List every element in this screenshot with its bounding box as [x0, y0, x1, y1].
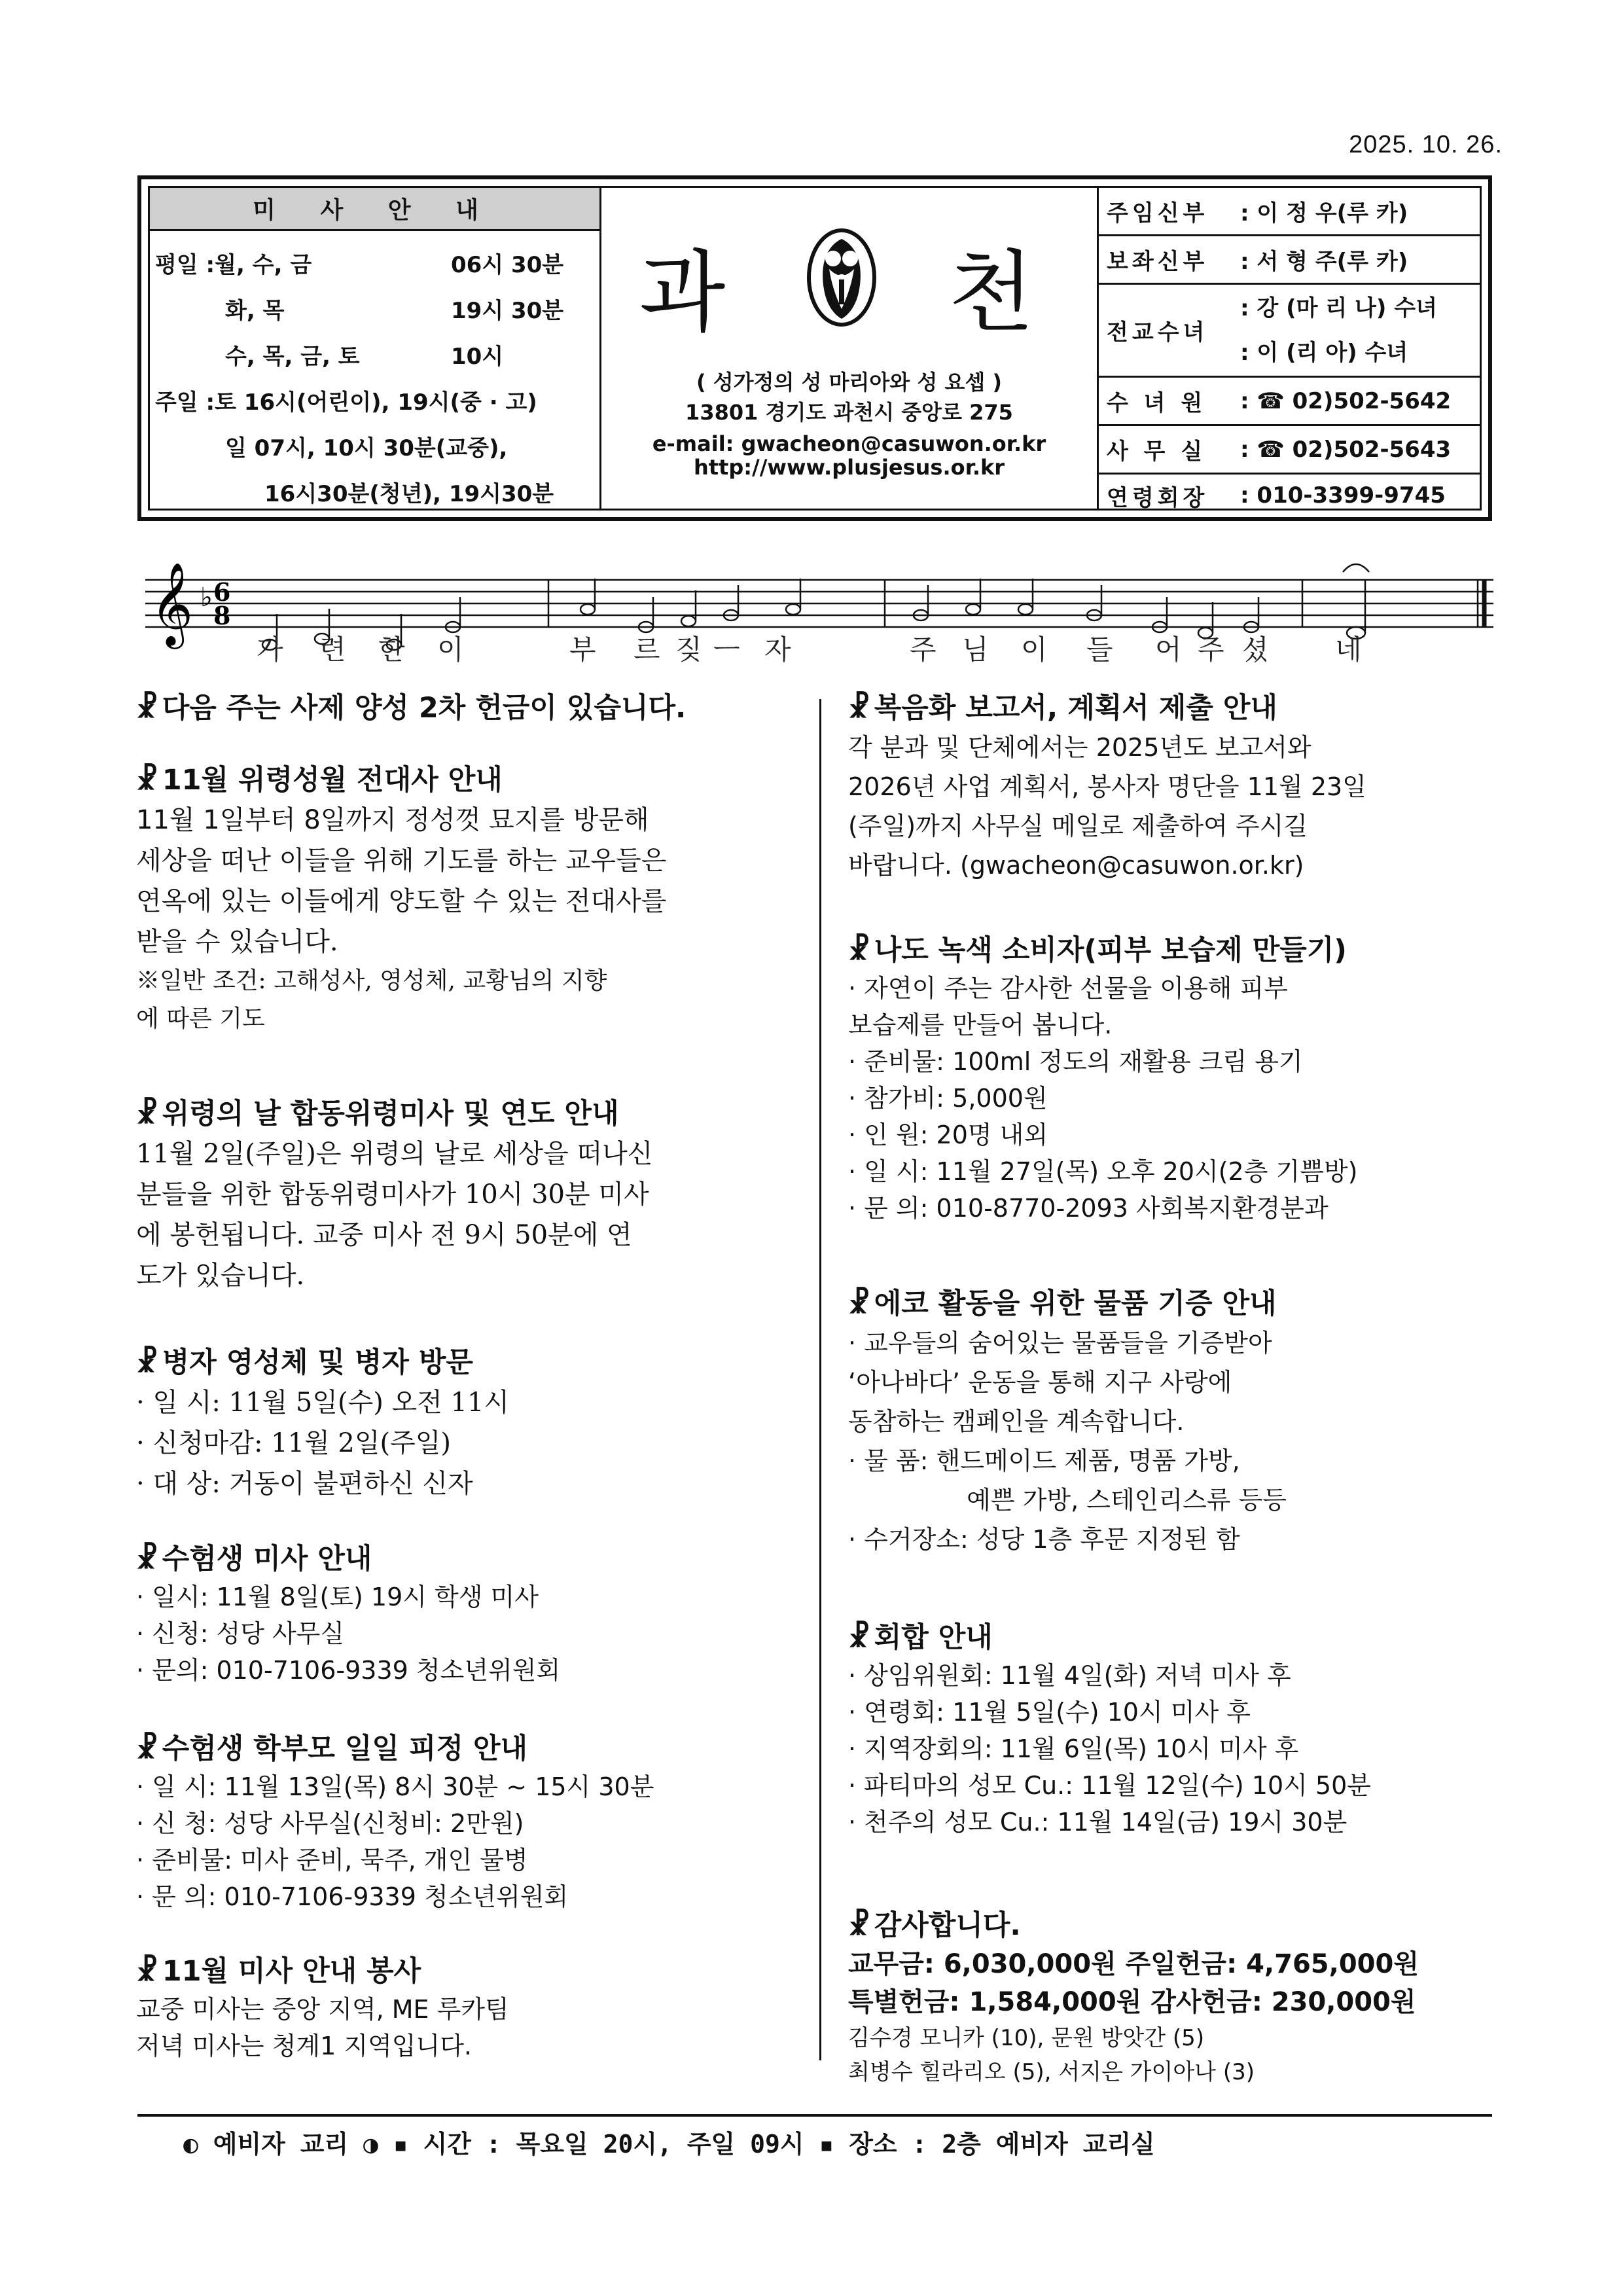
parish-address: 13801 경기도 과천시 중앙로 275 [685, 400, 1013, 425]
notice-line: · 천주의 성모 Cu.: 11월 14일(금) 19시 30분 [848, 1808, 1347, 1837]
notice-title: ☧ 수험생 학부모 일일 피정 안내 [136, 1732, 528, 1765]
notice-title: ☧ 11월 위령성월 전대사 안내 [136, 764, 503, 797]
notice-line: 연옥에 있는 이들에게 양도할 수 있는 전대사를 [136, 886, 667, 916]
lyric-syllable: 르 [633, 634, 660, 666]
chi-rho-icon: ☧ [848, 1287, 870, 1320]
parish-name-right: 천 [948, 242, 1035, 345]
notice-parents-retreat [136, 1729, 791, 1915]
notice-title: ☧ 11월 미사 안내 봉사 [136, 1955, 421, 1988]
notice-line: 저녁 미사는 청계1 지역입니다. [136, 2032, 472, 2060]
notice-second-collection [136, 689, 791, 728]
lyric-syllable: 이 [437, 634, 464, 666]
lyric-syllable: 짖 [675, 634, 702, 666]
notice-line: · 수거장소: 성당 1층 후문 지정된 함 [848, 1525, 1240, 1554]
column-divider [819, 699, 821, 2060]
notice-line: 동참하는 캠페인을 계속합니다. [848, 1407, 1185, 1436]
lyric-syllable: 한 [378, 634, 405, 666]
mass-row: 화, 목 [225, 298, 285, 324]
mass-schedule-title: 미 사 안 내 [150, 188, 599, 231]
notice-line: 에 봉헌됩니다. 교중 미사 전 9시 50분에 연 [136, 1220, 632, 1250]
offering-totals: 특별헌금: 1,584,000원 감사헌금: 230,000원 [848, 1987, 1416, 2017]
lyric-syllable: 부 [569, 634, 596, 666]
mass-row: 일 07시, 10시 30분(교중), [225, 435, 508, 461]
notice-line: 세상을 떠난 이들을 위해 기도를 하는 교우들은 [136, 846, 667, 876]
lyric-syllable: 어 [1155, 634, 1182, 666]
notice-line: · 참가비: 5,000원 [848, 1084, 1048, 1113]
notice-title: ☧ 회합 안내 [848, 1621, 993, 1654]
notice-line: · 연령회: 11월 5일(수) 10시 미사 후 [848, 1698, 1251, 1727]
notice-thanks [848, 1906, 1509, 2089]
bulletin-header [137, 175, 1492, 521]
lyric-syllable: 주 [910, 634, 936, 666]
staff-row: 보좌신부 : 서 형 주(루 카) [1099, 236, 1480, 285]
notice-line: · 신 청: 성당 사무실(신청비: 2만원) [136, 1809, 524, 1838]
lyric-syllable: 자 [764, 634, 791, 666]
lyric-syllable: ㅡ [713, 634, 740, 666]
notice-line: ‘아나바다’ 운동을 통해 지구 사랑에 [848, 1368, 1232, 1397]
mass-schedule [150, 188, 601, 509]
notice-line: 2026년 사업 계획서, 봉사자 명단을 11월 23일 [848, 772, 1366, 801]
mass-row: 수, 목, 금, 토 [225, 344, 360, 370]
parish-patron: ( 성가정의 성 마리아와 성 요셉 ) [696, 370, 1003, 395]
notice-line: 분들을 위한 합동위령미사가 10시 30분 미사 [136, 1179, 649, 1210]
notice-line: · 준비물: 100ml 정도의 재활용 크림 용기 [848, 1047, 1303, 1076]
notice-line: 11월 1일부터 8일까지 정성껏 묘지를 방문해 [136, 805, 649, 835]
notice-title: ☧ 위령의 날 합동위령미사 및 연도 안내 [136, 1098, 619, 1130]
notice-line: 에 따른 기도 [136, 1005, 265, 1032]
footer-rule [137, 2114, 1492, 2117]
notice-indulgence [136, 761, 791, 1038]
chi-rho-icon: ☧ [136, 1098, 158, 1130]
lyric-syllable: 셨 [1242, 634, 1269, 666]
notice-title: ☧ 에코 활동을 위한 물품 기증 안내 [848, 1287, 1277, 1320]
staff-directory [1099, 188, 1480, 509]
parish-masthead [601, 188, 1099, 509]
notice-line: ※일반 조건: 고해성사, 영성체, 교황님의 지향 [136, 967, 607, 994]
staff-row: 연령회장 : 010-3399-9745 [1107, 482, 1446, 511]
hymn-music-staff [145, 534, 1493, 691]
notice-line: · 신청: 성당 사무실 [136, 1619, 345, 1648]
notice-line: · 교우들의 숨어있는 물품들을 기증받아 [848, 1329, 1272, 1357]
notice-line: · 준비물: 미사 준비, 묵주, 개인 물병 [136, 1846, 528, 1874]
notice-line: · 일 시: 11월 5일(수) 오전 11시 [136, 1388, 510, 1418]
treble-clef-icon: 𝄞 [151, 562, 194, 645]
notice-title: ☧ 병자 영성체 및 병자 방문 [136, 1346, 473, 1379]
notice-line: · 신청마감: 11월 2일(주일) [136, 1428, 452, 1458]
parish-website: http://www.plusjesus.or.kr [693, 455, 1005, 480]
issue-date: 2025. 10. 26. [1349, 131, 1503, 158]
notice-mass-guide-service [136, 1952, 791, 2064]
chi-rho-icon: ☧ [136, 1955, 158, 1988]
notice-exam-students-mass [136, 1539, 791, 1689]
notice-meetings [848, 1618, 1509, 1840]
notice-line: 예쁜 가방, 스테인리스류 등등 [848, 1486, 1287, 1515]
notice-green-consumer [848, 931, 1509, 1227]
notice-line: (주일)까지 사무실 메일로 제출하여 주시길 [848, 812, 1308, 840]
notice-line: 바랍니다. (gwacheon@casuwon.or.kr) [848, 851, 1304, 880]
notice-line: · 물 품: 핸드메이드 제품, 명품 가방, [848, 1446, 1240, 1475]
lyric-syllable: 님 [962, 634, 989, 666]
chi-rho-icon: ☧ [848, 1909, 870, 1942]
notice-line: · 자연이 주는 감사한 선물을 이용해 피부 [848, 974, 1288, 1003]
mass-row: 주일 :토 16시(어린이), 19시(중 · 고) [155, 389, 537, 416]
staff-row: 전교수녀 : 강 (마 리 나) 수녀 : 이 (리 아) 수녀 [1099, 285, 1480, 378]
staff-row: 주임신부 : 이 정 우(루 카) [1099, 188, 1480, 236]
donor-list: 김수경 모니카 (10), 문원 방앗간 (5) [848, 2025, 1205, 2051]
lyric-syllable: 이 [1021, 634, 1048, 666]
svg-text:6: 6 [213, 577, 231, 607]
notice-title: ☧ 복음화 보고서, 계획서 제출 안내 [848, 692, 1277, 725]
lyric-syllable: 가 [257, 634, 283, 666]
notice-line: 받을 수 있습니다. [136, 927, 338, 957]
notice-line: · 파티마의 성모 Cu.: 11월 12일(수) 10시 50분 [848, 1771, 1371, 1800]
notice-line: · 일 시: 11월 13일(목) 8시 30분 ~ 15시 30분 [136, 1772, 654, 1801]
chi-rho-icon: ☧ [136, 764, 158, 797]
notice-title: ☧ 나도 녹색 소비자(피부 보습제 만들기) [848, 934, 1347, 967]
notice-line: 교중 미사는 중앙 지역, ME 루카팀 [136, 1995, 509, 2024]
lyric-syllable: 네 [1335, 634, 1362, 666]
catechumen-footer: ◐ 예비자 교리 ◑ ▪ 시간 : 목요일 20시, 주일 09시 ▪ 장소 : 2층 예비자 교리실 [183, 2130, 1155, 2159]
svg-text:♭: ♭ [200, 583, 213, 613]
notice-line: · 일시: 11월 8일(토) 19시 학생 미사 [136, 1583, 539, 1611]
notice-evangelization-report [848, 689, 1509, 885]
lyric-syllable: 들 [1086, 634, 1113, 666]
notice-line: · 문 의: 010-8770-2093 사회복지환경분과 [848, 1194, 1329, 1223]
notice-line: · 지역장회의: 11월 6일(목) 10시 미사 후 [848, 1734, 1299, 1763]
notice-eco-donation [848, 1284, 1509, 1559]
notice-title: ☧ 수험생 미사 안내 [136, 1543, 372, 1575]
chi-rho-icon: ☧ [848, 934, 870, 967]
notice-title: ☧ 감사합니다. [848, 1909, 1021, 1942]
lyric-syllable: 주 [1198, 634, 1224, 666]
notice-line: 보습제를 만들어 봅니다. [848, 1011, 1113, 1039]
notice-line: · 문의: 010-7106-9339 청소년위원회 [136, 1656, 561, 1685]
mass-time: 06시 30분 [451, 252, 564, 278]
notice-all-souls-mass [136, 1094, 791, 1296]
chi-rho-icon: ☧ [136, 1346, 158, 1379]
donor-list: 최병수 힐라리오 (5), 서지은 가이아나 (3) [848, 2059, 1255, 2085]
chi-rho-icon: ☧ [136, 1732, 158, 1765]
notice-line: · 상임위원회: 11월 4일(화) 저녁 미사 후 [848, 1661, 1291, 1690]
parish-email: e-mail: gwacheon@casuwon.or.kr [652, 431, 1046, 456]
chi-rho-icon: ☧ [136, 1543, 158, 1575]
staff-row: 수 녀 원 : ☎ 02)502-5642 [1099, 378, 1480, 426]
notice-title: ☧ 다음 주는 사제 양성 2차 헌금이 있습니다. [136, 692, 687, 725]
notice-line: 11월 2일(주일)은 위령의 날로 세상을 떠나신 [136, 1139, 653, 1169]
chi-rho-icon: ☧ [848, 1621, 870, 1654]
notice-sick-communion [136, 1343, 791, 1504]
notice-line: · 일 시: 11월 27일(목) 오후 20시(2층 기쁨방) [848, 1157, 1358, 1186]
notice-line: 각 분과 및 단체에서는 2025년도 보고서와 [848, 733, 1311, 762]
lyric-syllable: 련 [319, 634, 346, 666]
mass-time: 10시 [451, 344, 504, 370]
notice-line: · 대 상: 거동이 불편하신 신자 [136, 1469, 473, 1499]
staff-row: 사 무 실 : ☎ 02)502-5643 [1099, 426, 1480, 475]
holy-family-logo-icon [806, 227, 878, 328]
parish-name-left: 과 [639, 242, 726, 345]
chi-rho-icon: ☧ [848, 692, 870, 725]
notice-line: · 인 원: 20명 내외 [848, 1121, 1048, 1149]
svg-text:8: 8 [213, 601, 231, 630]
notice-line: 도가 있습니다. [136, 1261, 305, 1291]
offering-totals: 교무금: 6,030,000원 주일헌금: 4,765,000원 [848, 1949, 1419, 1979]
notice-line: · 문 의: 010-7106-9339 청소년위원회 [136, 1882, 569, 1911]
chi-rho-icon: ☧ [136, 692, 158, 725]
mass-row: 평일 :월, 수, 금 [155, 252, 312, 278]
mass-time: 19시 30분 [451, 298, 564, 324]
mass-row: 16시30분(청년), 19시30분 [264, 481, 554, 507]
